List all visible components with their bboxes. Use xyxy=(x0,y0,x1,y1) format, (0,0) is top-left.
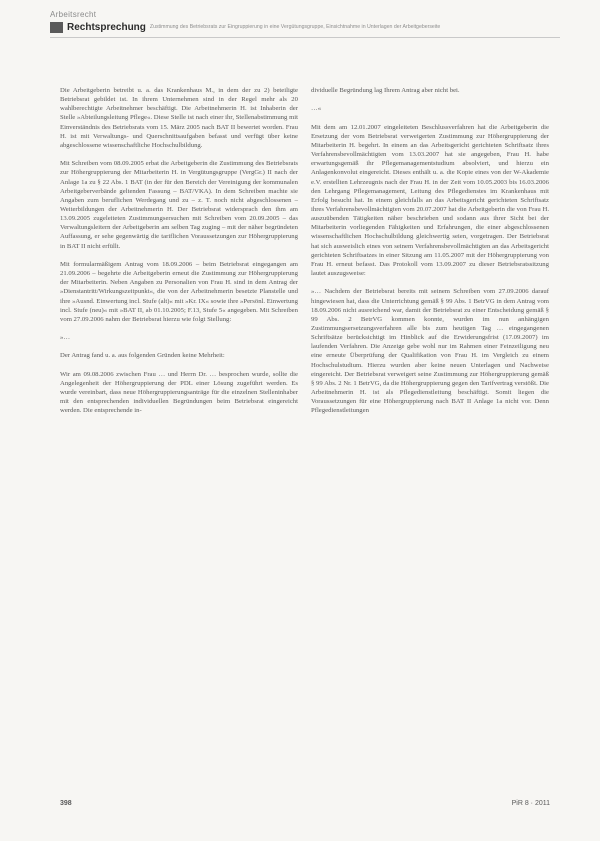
paragraph: »… xyxy=(60,334,71,342)
issue-label: PiR 8 · 2011 xyxy=(511,800,550,807)
header-divider xyxy=(50,37,560,38)
right-column xyxy=(311,86,549,425)
section-label: Arbeitsrecht xyxy=(50,10,97,19)
header-title: Rechtsprechung xyxy=(67,21,146,33)
section-marker-icon xyxy=(50,22,63,33)
paragraph: Die Arbeitgeberin betreibt u. a. das Krankenhaus M., in dem der zu 2) beteiligte Betriebsrat gebildet ist. In ihrem Unternehmen sind in der Regel mehr als 20 wahlberechtigte Arbeitnehmer beschäftigt. Die Arbeitnehmerin H. ist Inhaberin der Stelle »Abteilungsleitung Pflege«. Diese Stelle ist nach einer ihr, Stellenabstimmung mit Einverständnis des Betriebsrats vom 15. März 2005 nach BAT II bewertet worden. Frau H. ist mit Verwaltungs- und Querschnittsaufgaben befasst und verfügt über keine abgeschlossene wissenschaftliche Hochschulbildung. xyxy=(60,87,298,149)
paragraph: dividuelle Begründung lag Ihrem Antrag aber nicht bei. xyxy=(311,87,460,94)
paragraph: »… Nachdem der Betriebsrat bereits mit seinem Schreiben vom 27.09.2006 darauf hingewiesen hat, dass die Unterrichtung gemäß § 99 Abs. 1 BetrVG in dem Antrag vom 18.09.2006 nicht ausreichend war, damit der Betriebsrat zu einer Entscheidung gemäß § 99 Abs. 2 BetrVG kommen konnte, wurden im nun anhängigen Zustimmungsersetzungsverfahren alle bis zum heutigen Tag … eingegangenen Schriftsätze berücksichtigt im Hinblick auf die Erwiderungsfrist (17.09.2007) im laufenden Verfahren. Die Anzeige gebe wohl nur im Rahmen einer Feinzeiligung neu eine erneute Überprüfung der Qualifikation von Frau H. im Vergleich zu einem Hochschulstudium. Hierzu wurden aber keine neuen Unterlagen und Nachweise eingereicht. Der Betriebsrat verweigert seine Zustimmung zur Höhergruppierung gemäß § 99 Abs. 2 Nr. 1 BetrVG, da die Höhergruppierung gegen den Tarifvertrag verstößt. Die Arbeitnehmerin H. ist als Pflegedienstleitung beschäftigt. Somit liegen die Voraussetzungen für eine Höhergruppierung nach BAT II Anlage 1a nicht vor. Denn Pflegedienstleitungen xyxy=(311,288,549,415)
page-number: 398 xyxy=(60,800,72,807)
page-header xyxy=(50,20,570,34)
left-column xyxy=(60,86,298,425)
paragraph: Der Antrag fand u. a. aus folgenden Gründen keine Mehrheit: xyxy=(60,352,225,360)
header-subtitle: Zustimmung des Betriebsrats zur Eingruppierung in eine Vergütungsgruppe, Einsichtnahme in Unterlagen der Arbeitgeberseite xyxy=(149,24,441,30)
page-footer xyxy=(60,800,550,810)
paragraph: Mit Schreiben vom 08.09.2005 erbat die Arbeitgeberin die Zustimmung des Betriebsrats zur Höhergruppierung der Mitarbeiterin H. in Vergütungsgruppe (VergGr.) II nach der Anlage 1a zu § 22 Abs. 1 BAT (in der für den Bereich der Vereinigung der kommunalen Arbeitgeberverbände geltenden Fassung – BAT/VKA). In dem Schreiben machte sie Angaben zum beruflichen Werdegang und zu – z. T. noch nicht abgeschlossenen – Weiterbildungen der Arbeitnehmerin H. Der Betriebsrat widersprach den ihm am 13.09.2005 zugeleiteten Zustimmungsersuchen mit Schreiben vom 20.09.2005 – das Verwaltungsleitern der Arbeitgeberin am selben Tag zuging – mit der näher begründeten Auffassung, er sehe gegenwärtig die tariflichen Voraussetzungen zur Höhergruppierung in BAT II nicht erfüllt. xyxy=(60,160,298,250)
paragraph: Wir am 09.08.2006 zwischen Frau … und Herrn Dr. … besprochen wurde, sollte die Angelegenheit der Höhergruppierung der PDL einer Lösung zugeführt werden. Es wurde vereinbart, dass neue Höhergruppierungsanträge für die einzelnen Stelleninhaber mit den entsprechenden individuellen Begründungen beim Betriebsrat eingereicht werden. Die entsprechende in- xyxy=(60,370,298,415)
paragraph: Mit formularmäßigem Antrag vom 18.09.2006 – beim Betriebsrat eingegangen am 21.09.2006 – begehrte die Arbeitgeberin erneut die Zustimmung zur Höhergruppierung der Mitarbeiterin. Neben Angaben zu Personalien von Frau H. sind in dem Antrag der »Dienstantritt/Wirkungszeitpunkt«, die von der Arbeitnehmerin besetzte Planstelle und ihre »Ausnd. Einwertung incl. Stufe (alt)« mit »Kr. IX« sowie ihre »Persönl. Einwertung incl. Stufe (neu)« mit »BAT II, ab 01.10.2005; F.13, Stufe 5« angegeben. Mit Schreiben vom 27.09.2006 nahm der Betriebsrat hierzu wie folgt Stellung: xyxy=(60,260,298,323)
paragraph: …« xyxy=(311,105,322,113)
paragraph: Mit dem am 12.01.2007 eingeleiteten Beschlussverfahren hat die Arbeitgeberin die Ersetzung der vom Betriebsrat verweigerten Zustimmung zur Höhergruppierung der Mitarbeiterin H. begehrt. In einem an das Arbeitsgericht gerichteten Schriftsatz ihres Verfahrensbevollmächtigten vom 13.03.2007 hat sie angegeben, Frau H. habe erwartungsgemäß ihr Pflegemanagementstudium absolviert, und hierzu ein Anlagenkonvolut eingereicht. Dieses enthält u. a. die Kopie eines von der W-Akademie e.V. erstellten Lehrzeugnis nach der Frau H. in der Zeit vom 10.05.2003 bis 16.03.2006 den Lehrgang Pflegemanagement, Leitung des Pflegedienstes im Krankenhaus mit Erfolg besucht hat. In einem gleichfalls an das Arbeitsgericht gerichteten Schriftsatz ihres Verfahrensbevollmächtigten vom 20.07.2007 hat die Arbeitgeberin die von Frau H. auszuübenden Tätigkeiten näher beschrieben und sodann aus ihrer Sicht bei der Mitarbeiterin vorliegenden Fähigkeiten und Erfahrungen, die einer abgeschlossenen wissenschaftlichen Hochschulbildung gleichwertig seien, vorgetragen. Der Betriebsrat hat sich ausweislich eines von seinem Verfahrensbevollmächtigten an das Arbeitsgericht gerichteten Schriftsatzes in einer Sitzung am 11.05.2007 mit der Höhergruppierung von Frau H. erneut befasst. Das Protokoll vom 13.09.2007 zu dieser Betriebsratssitzung lautet auszugsweise: xyxy=(311,123,549,278)
